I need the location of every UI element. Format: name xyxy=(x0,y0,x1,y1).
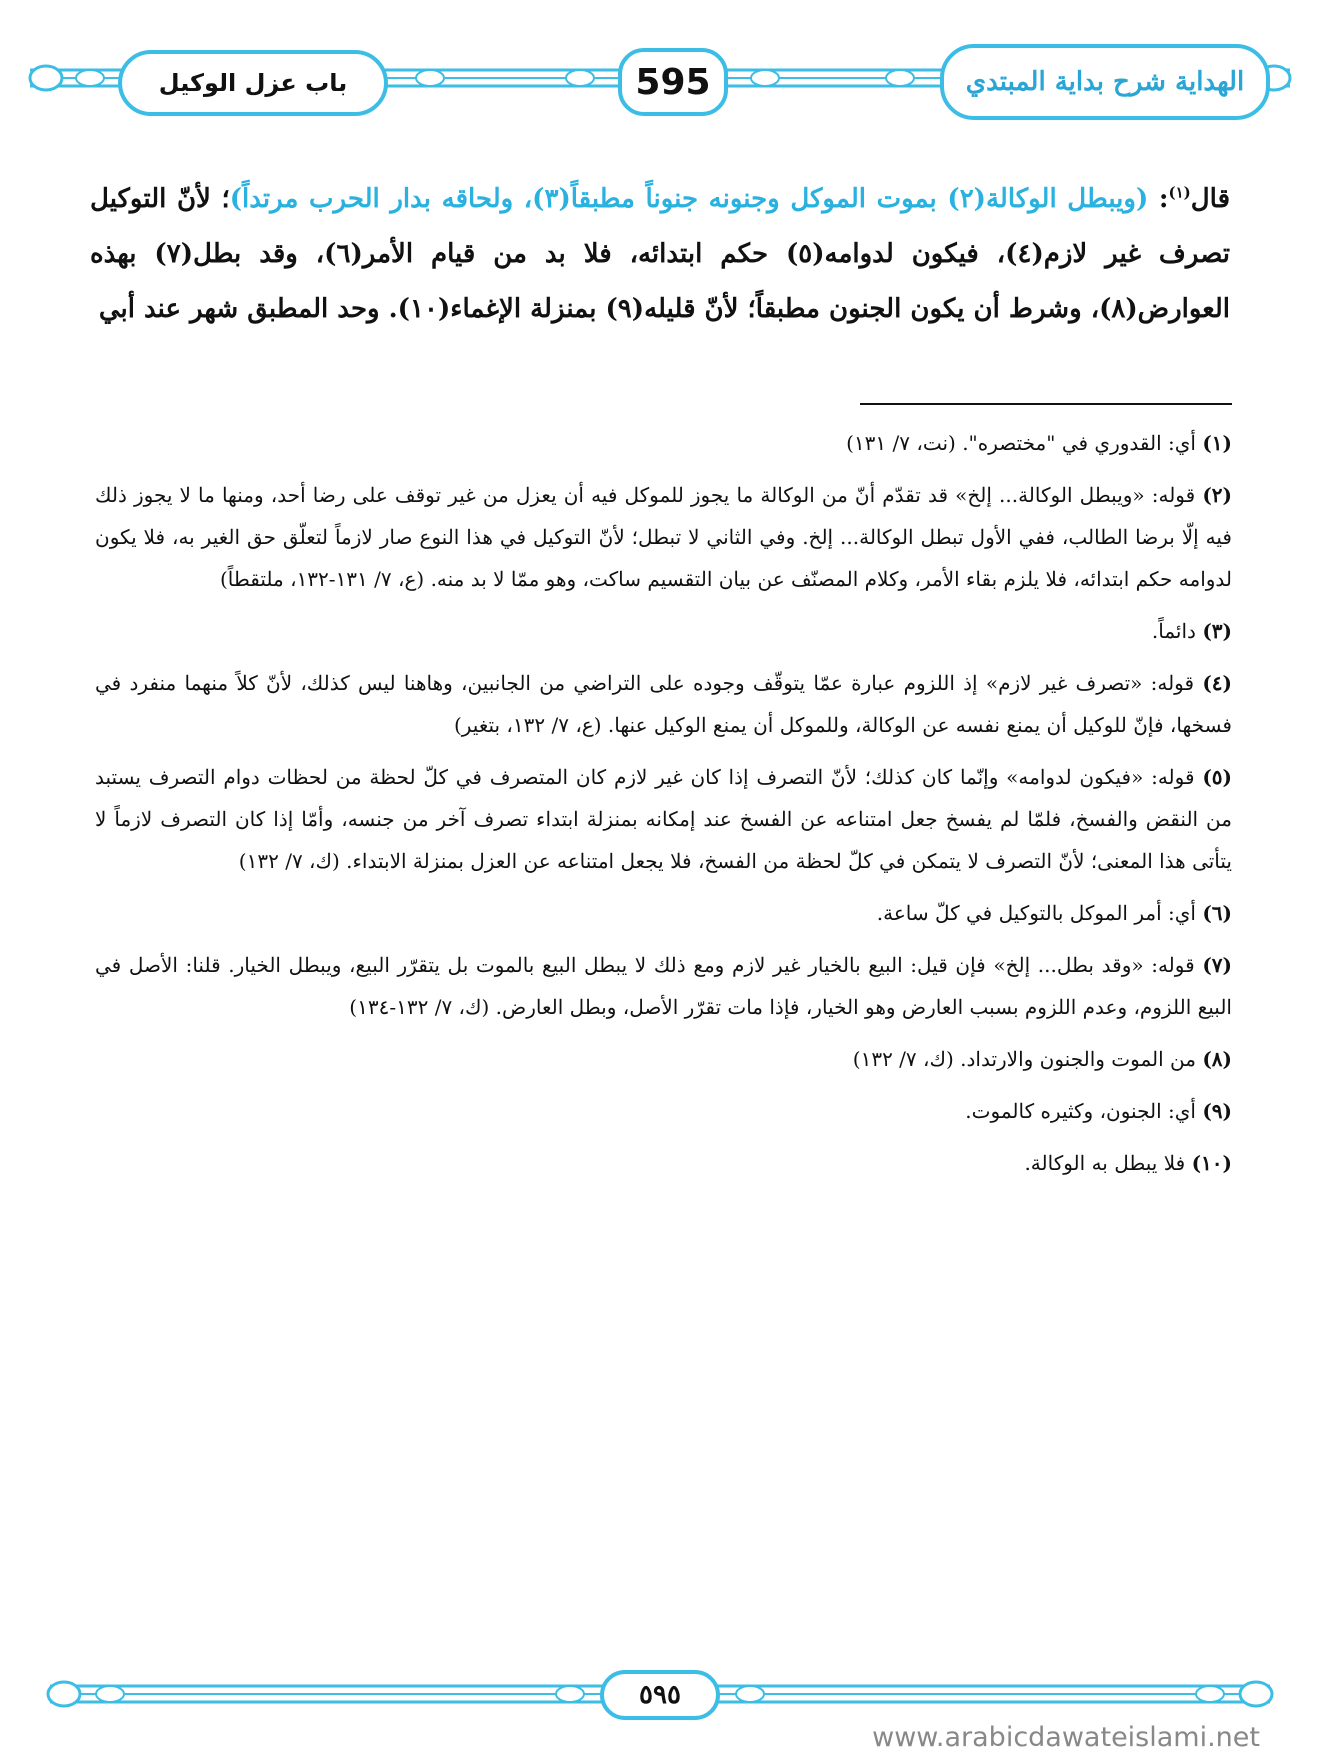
footnote-separator xyxy=(860,403,1232,405)
page-header xyxy=(0,0,1319,150)
footnote-5 xyxy=(95,756,1232,882)
footnote-label: (٥) xyxy=(1202,765,1233,789)
footnote-label: (٢) xyxy=(1202,483,1232,507)
book-title: الهداية شرح بداية المبتدي xyxy=(940,44,1270,120)
footnote-text: قوله: «تصرف غير لازم» إذ اللزوم عبارة عمّا يتوقّف وجوده على التراضي من الجانبين، وهاهنا ليس كذلك، لأنّ كلاً منهما منفرد في فسخها، فإنّ للوكيل أن يمنع نفسه عن الوكالة، وللموكل أن يمنع الوكيل عنها. (ع، ٧/ ١٣٢، بتغير) xyxy=(95,671,1232,737)
ref-marker: (١) xyxy=(1168,183,1191,202)
page-number: 595 xyxy=(618,48,728,116)
para-rest: ؛ لأنّ التوكيل تصرف غير لازم(٤)، فيكون لدوامه(٥) حكم ابتدائه، فلا بد من قيام الأمر(٦)، وقد بطل(٧) بهذه العوارض(٨)، وشرط أن يكون الجنون مطبقاً؛ لأنّ قليله(٩) بمنزلة الإغماء(١٠). وحد المطبق شهر عند أبي xyxy=(90,184,1230,324)
footnote-4 xyxy=(95,662,1232,746)
footnote-1 xyxy=(95,422,1232,464)
footnote-text: فلا يبطل به الوكالة. xyxy=(1024,1151,1186,1175)
footnote-8 xyxy=(95,1038,1232,1080)
footnote-text: أي: أمر الموكل بالتوكيل في كلّ ساعة. xyxy=(876,901,1196,925)
footnote-label: (٤) xyxy=(1202,671,1233,695)
footnote-6 xyxy=(95,892,1232,934)
footnote-text: أي: القدوري في "مختصره". (نت، ٧/ ١٣١) xyxy=(846,431,1196,455)
footnote-label: (١) xyxy=(1202,431,1232,455)
matn-quote: (ويبطل الوكالة(٢) بموت الموكل وجنونه جنوناً مطبقاً(٣)، ولحاقه بدار الحرب مرتداً) xyxy=(229,184,1149,214)
footnote-label: (٩) xyxy=(1202,1099,1232,1123)
footnote-text: أي: الجنون، وكثيره كالموت. xyxy=(965,1099,1196,1123)
footnote-10 xyxy=(95,1142,1232,1184)
footnote-label: (١٠) xyxy=(1191,1151,1232,1175)
website-url: www.arabicdawateislami.net xyxy=(872,1722,1260,1753)
footnote-7 xyxy=(95,944,1232,1028)
footnote-label: (٦) xyxy=(1202,901,1232,925)
chapter-title: باب عزل الوكيل xyxy=(118,50,388,116)
footnote-text: دائماً. xyxy=(1151,619,1196,643)
footnote-label: (٨) xyxy=(1202,1047,1232,1071)
footnote-text: من الموت والجنون والارتداد. (ك، ٧/ ١٣٢) xyxy=(852,1047,1196,1071)
footnote-label: (٧) xyxy=(1202,953,1232,977)
footnotes xyxy=(95,422,1232,1194)
footnote-2 xyxy=(95,474,1232,600)
main-text: قال$^{(١)}$: (ويبطل الوكالة(٢) بموت الموكل وجنونه جنوناً مطبقاً(٣)، ولحاقه بدار الحرب مرتداً)؛ لأنّ التوكيل تصرف غير لازم(٤)، فيكون لدوامه(٥) حكم ابتدائه، فلا بد من قيام الأمر(٦)، وقد بطل(٧) بهذه العوارض(٨)، وشرط أن يكون الجنون مطبقاً؛ لأنّ قليله(٩) بمنزلة الإغماء(١٠). وحد المطبق شهر عند أبي xyxy=(90,183,1230,324)
footnote-text: قوله: «وقد بطل... إلخ» فإن قيل: البيع بالخيار غير لازم ومع ذلك لا يبطل البيع بالموت بل يتقرّر البيع، ويبطل الخيار. قلنا: الأصل في البيع اللزوم، وعدم اللزوم بسبب العارض وهو الخيار، فإذا مات تقرّر الأصل، وبطل العارض. (ك، ٧/ ١٣٢-١٣٤) xyxy=(95,953,1232,1019)
footer-page-number: ٥٩٥ xyxy=(600,1670,720,1720)
footnote-label: (٣) xyxy=(1202,619,1232,643)
footnote-text: قوله: «ويبطل الوكالة... إلخ» قد تقدّم أنّ من الوكالة ما يجوز للموكل فيه أن يعزل من غير توقف على رضا أحد، ومنها ما لا يجوز ذلك فيه إلّا برضا الطالب، ففي الأول تبطل الوكالة... إلخ. وفي الثاني لا تبطل؛ لأنّ التوكيل في هذا النوع صار لازماً لتعلّق حق الغير به، فلا يكون لدوامه حكم ابتدائه، فلا يلزم بقاء الأمر، وكلام المصنّف عن بيان التقسيم ساكت، وهو ممّا لا بد منه. (ع، ٧/ ١٣١-١٣٢، ملتقطاً) xyxy=(95,483,1232,591)
para-prefix: قال xyxy=(1190,184,1230,214)
footnote-9 xyxy=(95,1090,1232,1132)
footnote-text: قوله: «فيكون لدوامه» وإنّما كان كذلك؛ لأنّ التصرف إذا كان غير لازم كان المتصرف في كلّ لحظة من لحظات دوام التصرف يستبد من النقض والفسخ، فلمّا لم يفسخ جعل امتناعه عن الفسخ عند إمكانه بمنزلة ابتداء تصرف آخر من جنسه، وأمّا إذا كان التصرف لازماً لا يتأتى هذا المعنى؛ لأنّ التصرف لا يتمكن في كلّ لحظة من الفسخ، فلا يجعل امتناعه عن العزل بمنزلة الابتداء. (ك، ٧/ ١٣٢) xyxy=(95,765,1232,873)
footnote-3 xyxy=(95,610,1232,652)
